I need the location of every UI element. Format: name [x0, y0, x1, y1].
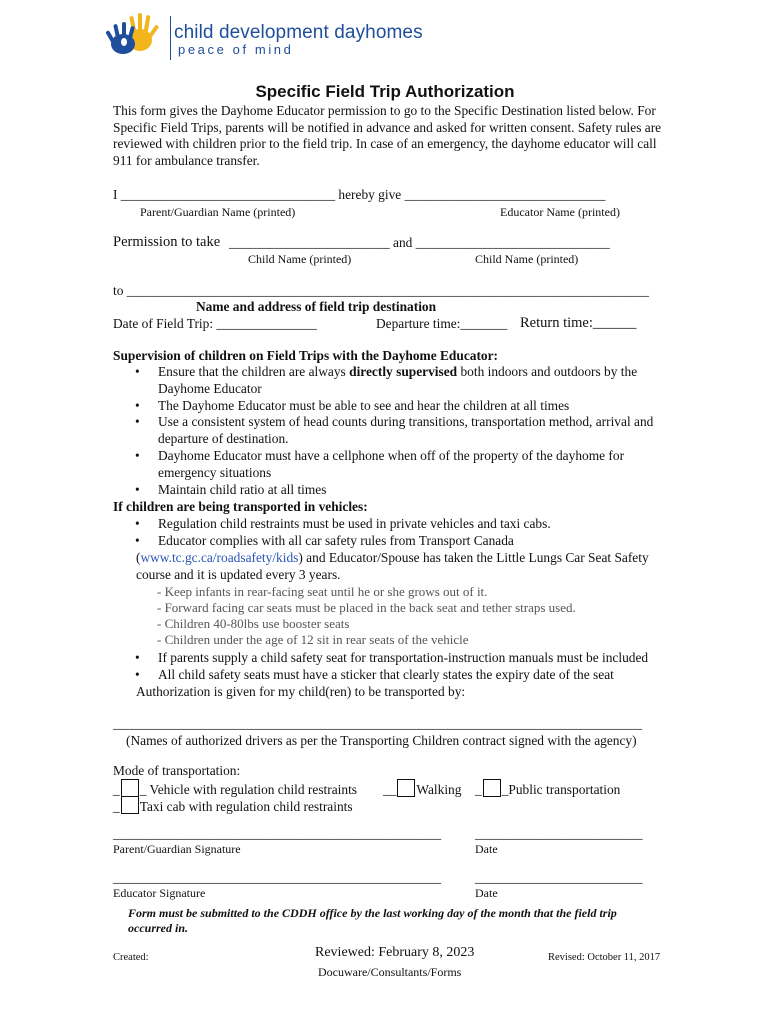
- educator-name-caption: Educator Name (printed): [500, 205, 620, 219]
- taxi-checkbox[interactable]: [121, 796, 139, 814]
- return-time-field[interactable]: Return time:______: [520, 315, 637, 331]
- transport-link-line: (www.tc.gc.ca/roadsafety/kids) and Educator/Spouse has taken the Little Lungs Car Seat Safety: [136, 550, 649, 565]
- list-item: • Maintain child ratio at all times: [113, 482, 678, 499]
- hands-logo-icon: [104, 10, 166, 60]
- drivers-line[interactable]: _______________________________________________________________________________: [113, 716, 642, 731]
- mode-taxi-option[interactable]: _ Taxi cab with regulation child restraints: [113, 796, 353, 815]
- car-seat-rule-3: - Children 40-80lbs use booster seats: [157, 616, 350, 631]
- parent-name-caption: Parent/Guardian Name (printed): [140, 205, 296, 219]
- created-label: Created:: [113, 952, 149, 963]
- trip-date-field[interactable]: Date of Field Trip: _______________: [113, 316, 317, 331]
- mode-label: Mode of transportation:: [113, 763, 241, 778]
- supervision-heading: Supervision of children on Field Trips with the Dayhome Educator:: [113, 348, 499, 363]
- mode-public-option[interactable]: _ _Public transportation: [475, 779, 620, 798]
- authorization-statement: Authorization is given for my child(ren) to be transported by:: [136, 684, 466, 699]
- departure-time-field[interactable]: Departure time:_______: [376, 316, 508, 331]
- drivers-caption: (Names of authorized drivers as per the Transporting Children contract signed with the agency): [126, 733, 637, 748]
- parent-date-caption: Date: [475, 842, 498, 856]
- public-transport-checkbox[interactable]: [483, 779, 501, 797]
- educator-signature-line[interactable]: _________________________________________________: [113, 870, 442, 885]
- revised-date: Revised: October 11, 2017: [548, 952, 661, 963]
- list-item: • Ensure that the children are always directly supervised both indoors and outdoors by the Dayhome Educator: [113, 364, 678, 398]
- organization-name: child development dayhomes: [174, 22, 423, 43]
- child-name-caption-2: Child Name (printed): [475, 252, 579, 266]
- intro-paragraph: This form gives the Dayhome Educator permission to go to the Specific Destination listed below. For Specific Field Trips, parents will be notified in advance and asked for written consent. Safety rules are reviewed with children prior to the field trip. In case of an emergency, the dayhome educator will call 911 for ambulance transfer.: [113, 103, 662, 168]
- permission-label: Permission to take: [113, 234, 221, 250]
- document-path: Docuware/Consultants/Forms: [318, 965, 462, 979]
- educator-date-line[interactable]: _________________________: [475, 870, 643, 885]
- car-seat-rule-2: - Forward facing car seats must be placed in the back seat and tether straps used.: [157, 600, 576, 615]
- educator-signature-caption: Educator Signature: [113, 886, 206, 900]
- transport-course-line: course and it is updated every 3 years.: [136, 567, 341, 582]
- give-line[interactable]: I ________________________________ hereby give ______________________________: [113, 187, 606, 202]
- destination-line[interactable]: to ______________________________________________________________________________: [113, 283, 649, 298]
- list-item: • Use a consistent system of head counts during transitions, transportation method, arrival and departure of destination.: [113, 414, 678, 448]
- child-names-line[interactable]: ________________________ and _____________________________: [229, 235, 610, 250]
- submission-note: Form must be submitted to the CDDH office by the last working day of the month that the field trip occurred in.: [128, 906, 617, 935]
- logo-divider: [170, 16, 171, 60]
- transport-canada-link[interactable]: www.tc.gc.ca/roadsafety/kids: [140, 550, 299, 565]
- vehicle-checkbox[interactable]: [121, 779, 139, 797]
- car-seat-rule-4: - Children under the age of 12 sit in rear seats of the vehicle: [157, 632, 469, 647]
- list-item: • If parents supply a child safety seat for transportation-instruction manuals must be included: [113, 650, 678, 667]
- mode-vehicle-option[interactable]: _ _ Vehicle with regulation child restraints: [113, 779, 357, 798]
- parent-signature-caption: Parent/Guardian Signature: [113, 842, 241, 856]
- list-item: • The Dayhome Educator must be able to see and hear the children at all times: [113, 398, 678, 415]
- list-item: • Educator complies with all car safety rules from Transport Canada: [113, 533, 678, 550]
- list-item: • Dayhome Educator must have a cellphone when off of the property of the dayhome for emergency situations: [113, 448, 678, 482]
- supervision-list: [113, 364, 678, 498]
- reviewed-date: Reviewed: February 8, 2023: [315, 945, 475, 960]
- destination-caption: Name and address of field trip destination: [196, 299, 437, 314]
- mode-walking-option[interactable]: __ Walking: [383, 779, 461, 798]
- list-item: • All child safety seats must have a sticker that clearly states the expiry date of the seat: [113, 667, 678, 684]
- car-seat-rule-1: - Keep infants in rear-facing seat until he or she grows out of it.: [157, 584, 488, 599]
- list-item: • Regulation child restraints must be used in private vehicles and taxi cabs.: [113, 516, 678, 533]
- organization-tagline: peace of mind: [178, 42, 294, 57]
- transport-list-2: [113, 650, 678, 684]
- educator-date-caption: Date: [475, 886, 498, 900]
- parent-date-line[interactable]: _________________________: [475, 826, 643, 841]
- parent-signature-line[interactable]: _________________________________________________: [113, 826, 442, 841]
- transport-heading: If children are being transported in vehicles:: [113, 499, 368, 514]
- form-title: Specific Field Trip Authorization: [255, 82, 515, 101]
- child-name-caption-1: Child Name (printed): [248, 252, 352, 266]
- transport-list: [113, 516, 678, 550]
- walking-checkbox[interactable]: [397, 779, 415, 797]
